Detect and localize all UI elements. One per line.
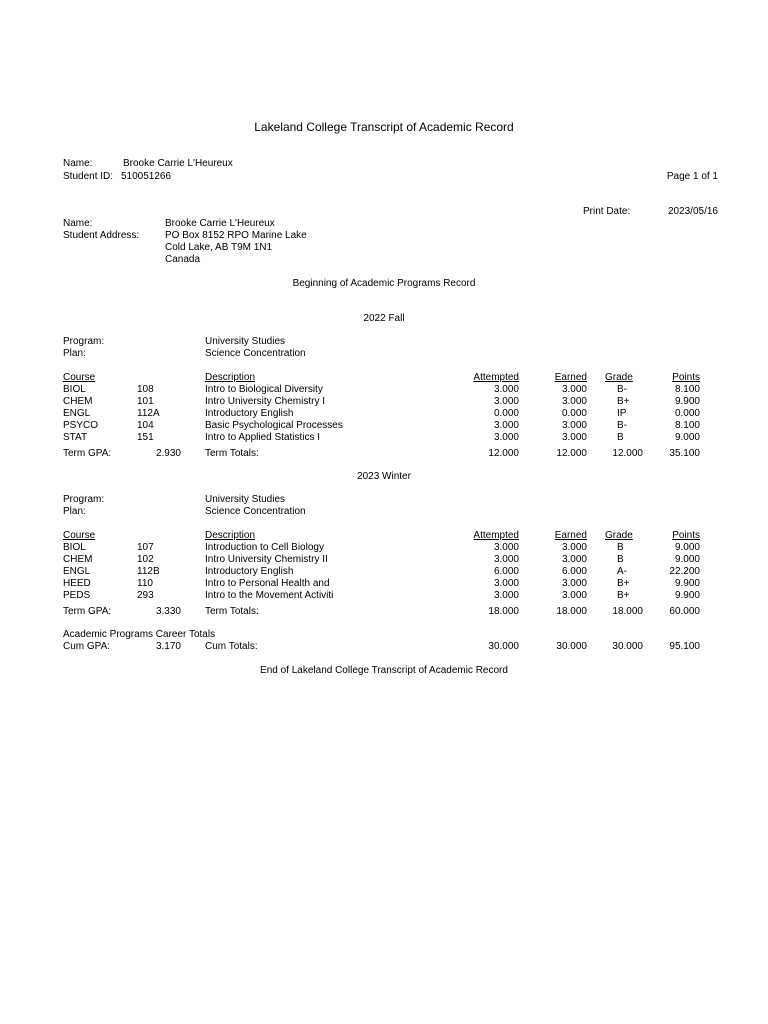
plan-value: Science Concentration bbox=[205, 348, 306, 359]
course-grade: B+ bbox=[617, 396, 630, 407]
cum-gpa-label: Cum GPA: bbox=[63, 641, 111, 652]
course-number: 101 bbox=[137, 396, 154, 407]
course-grade: B- bbox=[617, 384, 627, 395]
student-id-label: Student ID: bbox=[63, 171, 114, 182]
column-header-attempted: Attempted bbox=[473, 530, 519, 541]
print-date-label: Print Date: bbox=[583, 206, 631, 217]
term-totals-label: Term Totals: bbox=[205, 448, 259, 459]
plan-value: Science Concentration bbox=[205, 506, 306, 517]
term-total-earned: 12.000 bbox=[556, 448, 587, 459]
course-number: 112A bbox=[137, 408, 160, 419]
term-gpa-value: 2.930 bbox=[155, 448, 181, 459]
column-header-grade: Grade bbox=[605, 530, 633, 541]
course-subject: CHEM bbox=[63, 554, 93, 565]
column-header-points: Points bbox=[672, 530, 700, 541]
course-attempted: 3.000 bbox=[493, 578, 519, 589]
term-total-points: 60.000 bbox=[669, 606, 700, 617]
course-earned: 0.000 bbox=[561, 408, 587, 419]
column-header-course: Course bbox=[63, 530, 96, 541]
cum-attempted: 30.000 bbox=[488, 641, 519, 652]
term-total-attempted: 18.000 bbox=[488, 606, 519, 617]
course-description: Intro to Biological Diversity bbox=[205, 384, 323, 395]
course-points: 0.000 bbox=[674, 408, 700, 419]
course-description: Intro to Applied Statistics I bbox=[205, 432, 321, 443]
term-section bbox=[0, 471, 768, 621]
term-totals-label: Term Totals: bbox=[205, 606, 259, 617]
course-description: Introductory English bbox=[205, 408, 294, 419]
course-points: 9.900 bbox=[674, 590, 700, 601]
course-points: 9.000 bbox=[674, 542, 700, 553]
program-label: Program: bbox=[63, 494, 105, 505]
course-points: 8.100 bbox=[674, 420, 700, 431]
course-subject: PSYCO bbox=[63, 420, 99, 431]
column-header-earned: Earned bbox=[554, 530, 587, 541]
course-points: 9.900 bbox=[674, 396, 700, 407]
term-gpa-value: 3.330 bbox=[155, 606, 181, 617]
address-line-3: Canada bbox=[165, 254, 201, 265]
plan-label: Plan: bbox=[63, 506, 86, 517]
course-points: 9.900 bbox=[674, 578, 700, 589]
career-totals-heading: Academic Programs Career Totals bbox=[63, 629, 216, 640]
course-earned: 3.000 bbox=[561, 542, 587, 553]
course-grade: B+ bbox=[617, 590, 630, 601]
cum-gpa-value: 3.170 bbox=[155, 641, 181, 652]
course-description: Introduction to Cell Biology bbox=[205, 542, 324, 553]
course-subject: ENGL bbox=[63, 408, 91, 419]
page-number: Page 1 of 1 bbox=[666, 171, 718, 182]
program-value: University Studies bbox=[205, 494, 286, 505]
course-number: 107 bbox=[137, 542, 154, 553]
course-number: 293 bbox=[137, 590, 154, 601]
course-earned: 3.000 bbox=[561, 432, 587, 443]
course-points: 9.000 bbox=[674, 554, 700, 565]
course-points: 9.000 bbox=[674, 432, 700, 443]
column-header-description: Description bbox=[205, 372, 256, 383]
document-title: Lakeland College Transcript of Academic Record bbox=[254, 120, 514, 134]
course-number: 102 bbox=[137, 554, 154, 565]
cum-points: 95.100 bbox=[669, 641, 700, 652]
address-name-label: Name: bbox=[63, 218, 93, 229]
course-attempted: 3.000 bbox=[493, 396, 519, 407]
course-attempted: 3.000 bbox=[493, 590, 519, 601]
cum-earned: 30.000 bbox=[556, 641, 587, 652]
course-description: Intro University Chemistry I bbox=[205, 396, 326, 407]
column-header-description: Description bbox=[205, 530, 256, 541]
term-name: 2023 Winter bbox=[357, 471, 411, 482]
course-grade: B bbox=[617, 542, 624, 553]
course-grade: B bbox=[617, 554, 624, 565]
course-earned: 3.000 bbox=[561, 554, 587, 565]
course-number: 108 bbox=[137, 384, 154, 395]
course-grade: B bbox=[617, 432, 624, 443]
beginning-of-record: Beginning of Academic Programs Record bbox=[292, 278, 476, 289]
course-subject: BIOL bbox=[63, 542, 86, 553]
name-label: Name: bbox=[63, 158, 93, 169]
student-name: Brooke Carrie L'Heureux bbox=[123, 158, 233, 169]
course-subject: ENGL bbox=[63, 566, 91, 577]
student-id: 510051266 bbox=[121, 171, 172, 182]
column-header-earned: Earned bbox=[554, 372, 587, 383]
course-earned: 3.000 bbox=[561, 578, 587, 589]
course-grade: B- bbox=[617, 420, 627, 431]
column-header-grade: Grade bbox=[605, 372, 633, 383]
course-number: 112B bbox=[137, 566, 160, 577]
course-attempted: 3.000 bbox=[493, 420, 519, 431]
course-attempted: 3.000 bbox=[493, 432, 519, 443]
course-description: Basic Psychological Processes bbox=[205, 420, 343, 431]
cum-grade-total: 30.000 bbox=[612, 641, 643, 652]
column-header-attempted: Attempted bbox=[473, 372, 519, 383]
column-header-course: Course bbox=[63, 372, 96, 383]
course-description: Intro to the Movement Activiti bbox=[205, 590, 334, 601]
course-description: Intro University Chemistry II bbox=[205, 554, 328, 565]
plan-label: Plan: bbox=[63, 348, 86, 359]
course-points: 8.100 bbox=[674, 384, 700, 395]
end-of-record: End of Lakeland College Transcript of Academic Record bbox=[260, 665, 508, 676]
term-total-grade: 18.000 bbox=[612, 606, 643, 617]
course-earned: 3.000 bbox=[561, 590, 587, 601]
course-earned: 3.000 bbox=[561, 384, 587, 395]
cum-totals-label: Cum Totals: bbox=[205, 641, 258, 652]
course-grade: A- bbox=[617, 566, 627, 577]
address-line-1: PO Box 8152 RPO Marine Lake bbox=[165, 230, 307, 241]
column-header-points: Points bbox=[672, 372, 700, 383]
course-grade: IP bbox=[617, 408, 627, 419]
program-label: Program: bbox=[63, 336, 105, 347]
term-section bbox=[0, 313, 768, 463]
term-total-points: 35.100 bbox=[669, 448, 700, 459]
term-gpa-label: Term GPA: bbox=[63, 606, 112, 617]
address-line-2: Cold Lake, AB T9M 1N1 bbox=[165, 242, 273, 253]
course-attempted: 3.000 bbox=[493, 554, 519, 565]
term-gpa-label: Term GPA: bbox=[63, 448, 112, 459]
student-address-label: Student Address: bbox=[63, 230, 140, 241]
course-subject: HEED bbox=[63, 578, 91, 589]
course-attempted: 3.000 bbox=[493, 542, 519, 553]
course-number: 104 bbox=[137, 420, 154, 431]
print-date: 2023/05/16 bbox=[667, 206, 718, 217]
address-name: Brooke Carrie L'Heureux bbox=[165, 218, 275, 229]
course-subject: CHEM bbox=[63, 396, 93, 407]
course-attempted: 0.000 bbox=[493, 408, 519, 419]
program-value: University Studies bbox=[205, 336, 286, 347]
course-subject: STAT bbox=[63, 432, 88, 443]
course-number: 151 bbox=[137, 432, 154, 443]
course-subject: BIOL bbox=[63, 384, 86, 395]
course-number: 110 bbox=[137, 578, 153, 589]
term-name: 2022 Fall bbox=[363, 313, 405, 324]
course-earned: 3.000 bbox=[561, 396, 587, 407]
course-attempted: 3.000 bbox=[493, 384, 519, 395]
course-earned: 6.000 bbox=[561, 566, 587, 577]
course-earned: 3.000 bbox=[561, 420, 587, 431]
course-points: 22.200 bbox=[669, 566, 700, 577]
course-attempted: 6.000 bbox=[493, 566, 519, 577]
term-total-attempted: 12.000 bbox=[488, 448, 519, 459]
term-total-grade: 12.000 bbox=[612, 448, 643, 459]
course-grade: B+ bbox=[617, 578, 630, 589]
term-total-earned: 18.000 bbox=[556, 606, 587, 617]
course-description: Intro to Personal Health and bbox=[205, 578, 330, 589]
course-description: Introductory English bbox=[205, 566, 294, 577]
course-subject: PEDS bbox=[63, 590, 91, 601]
